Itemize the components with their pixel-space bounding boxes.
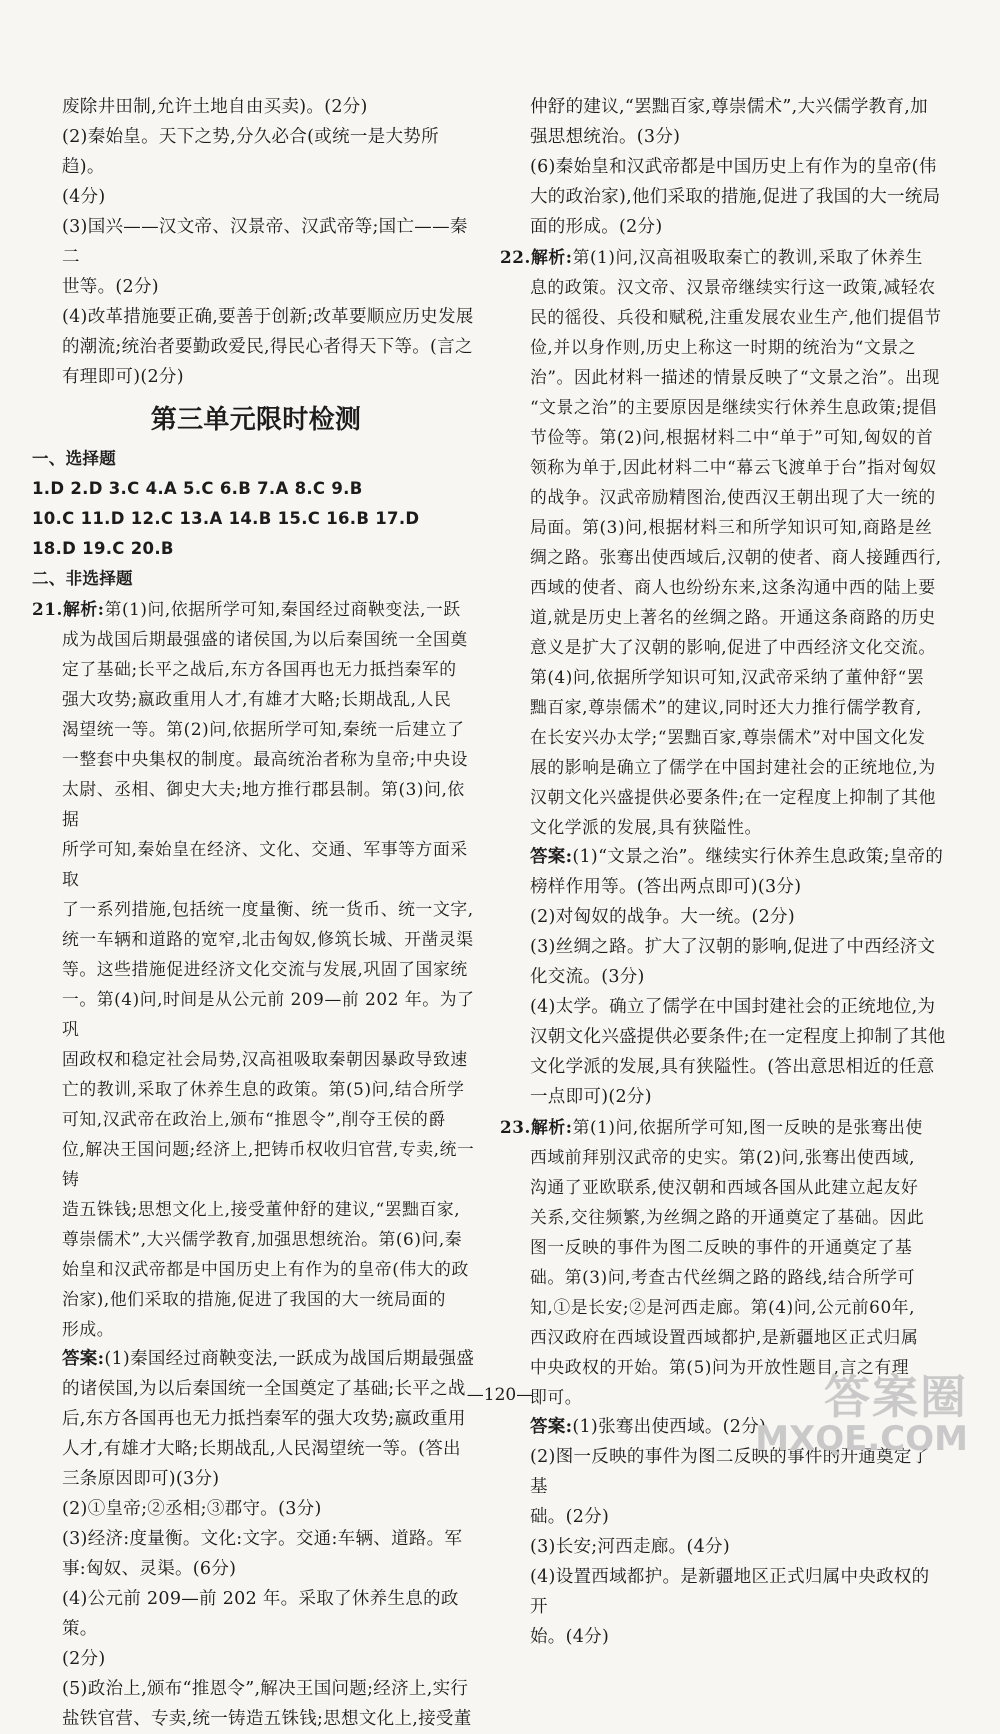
text-line: (4)设置西域都护。是新疆地区正式归属中央政权的开	[530, 1567, 930, 1617]
text-line: “文景之治”的主要原因是继续实行休养生息政策;提倡	[530, 397, 938, 417]
text-line: 础。第(3)问,考查古代丝绸之路的路线,结合所学可	[530, 1267, 916, 1287]
q23-label: 23.解析:	[500, 1117, 573, 1137]
text-line: 即可。	[530, 1387, 583, 1407]
text-line: (1)“文景之治”。继续实行休养生息政策;皇帝的	[572, 847, 944, 867]
choice-answer-line: 1.D 2.D 3.C 4.A 5.C 6.B 7.A 8.C 9.B	[32, 479, 363, 498]
text-line: 仲舒的建议,“罢黜百家,尊崇儒术”,大兴儒学教育,加	[530, 97, 928, 117]
text-line: 治”。因此材料一描述的情景反映了“文景之治”。出现	[530, 367, 940, 387]
text-line: (6)秦始皇和汉武帝都是中国历史上有作为的皇帝(伟	[530, 157, 937, 177]
text-line: (4)公元前 209—前 202 年。采取了休养生息的政策。	[62, 1589, 459, 1639]
text-line: 一整套中央集权的制度。最高统治者称为皇帝;中央设	[62, 749, 469, 769]
text-line: (1)秦国经过商鞅变法,一跃成为战国后期最强盛	[104, 1349, 475, 1369]
q21-label: 21.解析:	[32, 599, 105, 619]
text-line: 亡的教训,采取了休养生息的政策。第(5)问,结合所学	[62, 1079, 465, 1099]
q22-answer	[500, 842, 946, 1112]
text-line: 等。这些措施促进经济文化交流与发展,巩固了国家统	[62, 959, 468, 979]
text-line: 局面。第(3)问,根据材料三和所学知识可知,商路是丝	[530, 517, 933, 537]
text-line: 领称为单于,因此材料二中“幕云飞渡单于台”指对匈奴	[530, 457, 937, 477]
text-line: 成为战国后期最强盛的诸侯国,为以后秦国统一全国奠	[62, 629, 468, 649]
text-line: 榜样作用等。(答出两点即可)(3分)	[530, 877, 802, 897]
text-line: (3)长安;河西走廊。(4分)	[530, 1537, 730, 1557]
text-line: 所学可知,秦始皇在经济、文化、交通、军事等方面采取	[62, 839, 468, 889]
text-line: 一点即可)(2分)	[530, 1087, 652, 1107]
text-line: 西汉政府在西域设置西域都护,是新疆地区正式归属	[530, 1327, 919, 1347]
text-line: 意义是扩大了汉朝的影响,促进了中西经济文化交流。	[530, 637, 936, 657]
section-heading-choice: 一、选择题	[32, 449, 116, 468]
text-line: 第(4)问,依据所学知识可知,汉武帝采纳了董仲舒“罢	[530, 667, 925, 687]
text-line: 渴望统一等。第(2)问,依据所学可知,秦统一后建立了	[62, 719, 465, 739]
text-line: 化交流。(3分)	[530, 967, 645, 987]
text-line: (3)国兴——汉文帝、汉景帝、汉武帝等;国亡——秦二	[62, 217, 468, 267]
text-line: 治家),他们采取的措施,促进了我国的大一统局面的	[62, 1289, 447, 1309]
choice-answers	[32, 474, 480, 564]
text-line: 民的徭役、兵役和赋税,注重发展农业生产,他们提倡节	[530, 307, 942, 327]
text-line: 在长安兴办太学;“罢黜百家,尊崇儒术”对中国文化发	[530, 727, 926, 747]
text-line: (4)改革措施要正确,要善于创新;改革要顺应历史发展	[62, 307, 474, 327]
text-line: 始。(4分)	[530, 1627, 610, 1647]
text-line: 黜百家,尊崇儒术”的建议,同时还大力推行儒学教育,	[530, 697, 922, 717]
text-line: (3)经济:度量衡。文化:文字。交通:车辆、道路。军	[62, 1529, 463, 1549]
text-line: 可知,汉武帝在政治上,颁布“推恩令”,削夺王侯的爵	[62, 1109, 446, 1129]
text-line: 人才,有雄才大略;长期战乱,人民渴望统一等。(答出	[62, 1439, 461, 1459]
text-line: (4分)	[62, 187, 106, 207]
text-line: 造五铢钱;思想文化上,接受董仲舒的建议,“罢黜百家,	[62, 1199, 461, 1219]
text-line: 西域前拜别汉武帝的史实。第(2)问,张骞出使西域,	[530, 1147, 916, 1167]
q22-label: 22.解析:	[500, 247, 573, 267]
text-line: 的潮流;统治者要勤政爱民,得民心者得天下等。(言之	[62, 337, 473, 357]
text-line: (2)①皇帝;②丞相;③郡守。(3分)	[62, 1499, 322, 1519]
text-line: (3)丝绸之路。扩大了汉朝的影响,促进了中西经济文	[530, 937, 936, 957]
text-line: (2)秦始皇。天下之势,分久必合(或统一是大势所趋)。	[62, 127, 439, 177]
answer-label: 答案:	[530, 847, 573, 867]
text-line: 沟通了亚欧联系,使汉朝和西域各国从此建立起友好	[530, 1177, 919, 1197]
left-top-block	[32, 92, 480, 392]
text-line: 固政权和稳定社会局势,汉高祖吸取秦朝因暴政导致速	[62, 1049, 468, 1069]
text-line: 始皇和汉武帝都是中国历史上有作为的皇帝(伟大的政	[62, 1259, 469, 1279]
text-line: 形成。	[62, 1319, 115, 1339]
text-line: 汉朝文化兴盛提供必要条件;在一定程度上抑制了其他	[530, 1027, 946, 1047]
q23-analysis	[500, 1112, 946, 1412]
text-line: 世等。(2分)	[62, 277, 159, 297]
text-line: (2)图一反映的事件为图二反映的事件的开通奠定了基	[530, 1447, 930, 1497]
text-line: 强大攻势;嬴政重用人才,有雄才大略;长期战乱,人民	[62, 689, 452, 709]
text-line: 第(1)问,汉高祖吸取秦亡的教训,采取了休养生	[572, 247, 923, 267]
text-line: 有理即可)(2分)	[62, 367, 184, 387]
text-line: 的战争。汉武帝励精图治,使西汉王朝出现了大一统的	[530, 487, 936, 507]
text-line: 关系,交往频繁,为丝绸之路的开通奠定了基础。因此	[530, 1207, 925, 1227]
text-line: 汉朝文化兴盛提供必要条件;在一定程度上抑制了其他	[530, 787, 937, 807]
text-line: 太尉、丞相、御史大夫;地方推行郡县制。第(3)问,依据	[62, 779, 465, 829]
text-line: 定了基础;长平之战后,东方各国再也无力抵挡秦军的	[62, 659, 457, 679]
right-top-block	[500, 92, 946, 242]
page-number: —120—	[466, 1385, 534, 1405]
text-line: 了一系列措施,包括统一度量衡、统一货币、统一文字,	[62, 899, 474, 919]
text-line: (1)张骞出使西域。(2分)	[572, 1417, 767, 1437]
text-line: 图一反映的事件为图二反映的事件的开通奠定了基	[530, 1237, 913, 1257]
answer-label: 答案:	[530, 1417, 573, 1437]
text-line: 知,①是长安;②是河西走廊。第(4)问,公元前60年,	[530, 1297, 916, 1317]
watermark-logo	[755, 1370, 968, 1459]
text-line: 大的政治家),他们采取的措施,促进了我国的大一统局	[530, 187, 941, 207]
text-line: 第(1)问,依据所学可知,秦国经过商鞅变法,一跃	[104, 599, 461, 619]
text-line: 尊崇儒术”,大兴儒学教育,加强思想统治。第(6)问,秦	[62, 1229, 463, 1249]
text-line: 强思想统治。(3分)	[530, 127, 681, 147]
q22-analysis	[500, 242, 946, 842]
text-line: 文化学派的发展,具有狭隘性。	[530, 817, 762, 837]
answer-label: 答案:	[62, 1349, 105, 1369]
text-line: 展的影响是确立了儒学在中国封建社会的正统地位,为	[530, 757, 936, 777]
text-line: 息的政策。汉文帝、汉景帝继续实行这一政策,减轻农	[530, 277, 936, 297]
text-line: 位,解决王国问题;经济上,把铸币权收归官营,专卖,统一铸	[62, 1139, 475, 1189]
text-line: 俭,并以身作则,历史上称这一时期的统治为“文景之	[530, 337, 917, 357]
text-line: (2)对匈奴的战争。大一统。(2分)	[530, 907, 795, 927]
text-line: 的诸侯国,为以后秦国统一全国奠定了基础;长平之战	[62, 1379, 466, 1399]
text-line: 事:匈奴、灵渠。(6分)	[62, 1559, 237, 1579]
q21-analysis	[32, 594, 480, 1344]
text-line: 三条原因即可)(3分)	[62, 1469, 220, 1489]
text-line: (5)政治上,颁布“推恩令”,解决王国问题;经济上,实行	[62, 1679, 469, 1699]
text-line: 西域的使者、商人也纷纷东来,这条沟通中西的陆上要	[530, 577, 936, 597]
text-line: 绸之路。张骞出使西域后,汉朝的使者、商人接踵西行,	[530, 547, 942, 567]
text-line: 盐铁官营、专卖,统一铸造五铢钱;思想文化上,接受董	[62, 1709, 472, 1729]
choice-answer-line: 10.C 11.D 12.C 13.A 14.B 15.C 16.B 17.D	[32, 509, 420, 528]
section-heading-nonchoice: 二、非选择题	[32, 569, 133, 588]
text-line: (2分)	[62, 1649, 106, 1669]
text-line: 础。(2分)	[530, 1507, 610, 1527]
text-line: 面的形成。(2分)	[530, 217, 663, 237]
text-line: (4)太学。确立了儒学在中国封建社会的正统地位,为	[530, 997, 936, 1017]
text-line: 后,东方各国再也无力抵挡秦军的强大攻势;嬴政重用	[62, 1409, 466, 1429]
watermark-logo-text: 答案圈	[824, 1370, 968, 1424]
choice-answer-line: 18.D 19.C 20.B	[32, 539, 174, 558]
text-line: 文化学派的发展,具有狭隘性。(答出意思相近的任意	[530, 1057, 935, 1077]
text-line: 中央政权的开始。第(5)问为开放性题目,言之有理	[530, 1357, 910, 1377]
text-line: 统一车辆和道路的宽窄,北击匈奴,修筑长城、开凿灵渠	[62, 929, 474, 949]
text-line: 第(1)问,依据所学可知,图一反映的是张骞出使	[572, 1117, 923, 1137]
text-line: 废除井田制,允许土地自由买卖)。(2分)	[62, 97, 368, 117]
text-line: 道,就是历史上著名的丝绸之路。开通这条商路的历史	[530, 607, 936, 627]
left-column	[32, 92, 480, 1734]
unit-test-title: 第三单元限时检测	[150, 405, 362, 435]
text-line: 节俭等。第(2)问,根据材料二中“单于”可知,匈奴的首	[530, 427, 934, 447]
watermark-url: MXQE.COM	[755, 1419, 968, 1459]
text-line: 一。第(4)问,时间是从公元前 209—前 202 年。为了巩	[62, 989, 475, 1039]
